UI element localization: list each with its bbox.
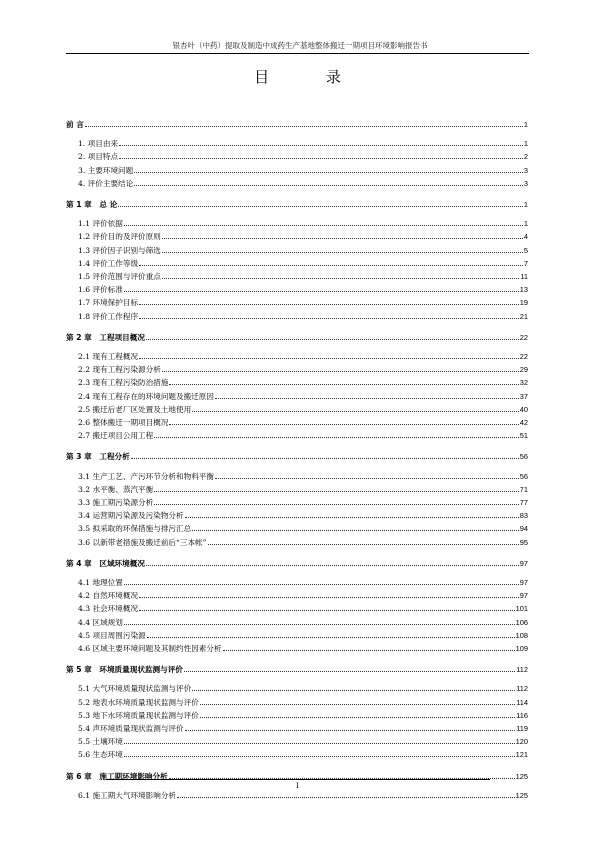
toc-entry-page: 120	[515, 737, 528, 747]
toc-section-entry[interactable]	[78, 416, 528, 427]
toc-entry-page: 97	[519, 591, 528, 601]
toc-entry-page: 51	[519, 431, 528, 441]
toc-section-entry[interactable]	[78, 429, 528, 440]
toc-entry-label: 5.4 声环境质量现状监测与评价	[78, 724, 184, 733]
toc-leader-dots	[146, 339, 519, 340]
toc-leader-dots	[85, 126, 523, 127]
toc-entry-page: 3	[523, 178, 528, 188]
toc-entry-page: 4	[523, 232, 528, 242]
toc-leader-dots	[169, 424, 518, 425]
toc-entry-label: 2.7 搬迁项目公用工程	[78, 431, 154, 441]
toc-entry-page: 1	[523, 219, 528, 229]
toc-section-entry[interactable]	[78, 589, 528, 600]
toc-entry-label: 第 3 章 工程分析	[66, 452, 130, 462]
toc-entry-label: 3.6 以新带老措施及搬迁前后“三本帐”	[78, 537, 207, 547]
toc-leader-dots	[184, 671, 515, 672]
toc-section-entry[interactable]	[78, 735, 528, 746]
toc-entry-label: 1. 项目由来	[78, 139, 119, 149]
toc-entry-label: 3.1 生产工艺、产污环节分析和物料平衡	[78, 471, 214, 481]
toc-entry-page: 106	[515, 617, 528, 627]
toc-section-entry[interactable]	[78, 403, 528, 414]
toc-leader-dots	[139, 265, 523, 266]
toc-leader-dots	[215, 478, 519, 479]
toc-leader-dots	[169, 384, 518, 385]
toc-entry-label: 4.4 区域规划	[78, 617, 123, 627]
toc-section-entry[interactable]	[78, 536, 528, 547]
toc-chapter-entry[interactable]	[66, 118, 528, 129]
toc-section-entry[interactable]	[78, 470, 528, 481]
toc-section-entry[interactable]	[78, 496, 528, 507]
toc-section-entry[interactable]	[78, 363, 528, 374]
toc-leader-dots	[134, 185, 523, 186]
toc-entry-label: 3. 主要环境问题	[78, 165, 134, 175]
toc-entry-page: 13	[519, 285, 528, 295]
toc-entry-page: 1	[523, 139, 528, 149]
toc-leader-dots	[192, 530, 519, 531]
toc-entry-label: 3.4 运营期污染源及污染物分析	[78, 511, 184, 521]
toc-entry-page: 2	[523, 152, 528, 162]
toc-leader-dots	[154, 491, 519, 492]
toc-leader-dots	[162, 252, 523, 253]
toc-section-entry[interactable]	[78, 177, 528, 188]
toc-entry-page: 1	[523, 120, 528, 129]
toc-leader-dots	[139, 597, 519, 598]
toc-entry-label: 第 6 章 施工期环境影响分析	[66, 771, 168, 781]
header-rule	[66, 53, 529, 54]
toc-entry-page: 94	[519, 524, 528, 534]
toc-entry-label: 1.7 环境保护目标	[78, 298, 139, 308]
toc-section-entry[interactable]	[78, 150, 528, 161]
toc-section-entry[interactable]	[78, 696, 528, 707]
toc-entry-label: 4.3 社会环境概况	[78, 604, 139, 614]
toc-entry-label: 5.2 地表水环境质量现状监测与评价	[78, 697, 199, 707]
page-number: I	[296, 781, 299, 790]
toc-entry-label: 2.5 搬迁后老厂区处置及土地使用	[78, 404, 192, 414]
toc-entry-page: 40	[519, 404, 528, 414]
toc-section-entry[interactable]	[78, 390, 528, 401]
toc-entry-label: 第 2 章 工程项目概况	[66, 332, 145, 342]
toc-leader-dots	[146, 565, 519, 566]
toc-section-entry[interactable]	[78, 629, 528, 640]
toc-entry-page: 19	[519, 298, 528, 308]
toc-leader-dots	[200, 704, 515, 705]
toc-leader-dots	[134, 172, 523, 173]
toc-leader-dots	[162, 371, 519, 372]
toc-entry-label: 5.1 大气环境质量现状监测与评价	[78, 684, 192, 694]
toc-entry-page: 108	[515, 630, 528, 640]
toc-section-entry[interactable]	[78, 748, 528, 759]
toc-entry-label: 1.6 评价标准	[78, 285, 123, 295]
toc-leader-dots	[147, 637, 515, 638]
running-header: 银杏叶（中药）提取及制造中成药生产基地整体搬迁一期项目环境影响报告书	[172, 41, 428, 50]
toc-entry-label: 1.2 评价目的及评价原则	[78, 232, 161, 242]
toc-leader-dots	[124, 743, 515, 744]
toc-entry-page: 29	[519, 365, 528, 375]
toc-section-entry[interactable]	[78, 244, 528, 255]
toc-leader-dots	[223, 650, 515, 651]
toc-entry-page: 56	[519, 471, 528, 481]
toc-entry-page: 21	[519, 311, 528, 321]
toc-entry-label: 3.5 拟采取的环保措施与排污汇总	[78, 524, 192, 534]
toc-section-entry[interactable]	[78, 789, 528, 800]
toc-entry-label: 1.8 评价工作程序	[78, 311, 139, 321]
toc-section-entry[interactable]	[78, 164, 528, 175]
toc-entry-label: 5.3 地下水环境质量现状监测与评价	[78, 710, 199, 720]
toc-leader-dots	[192, 690, 515, 691]
toc-section-entry[interactable]	[78, 722, 528, 733]
toc-entry-label: 4. 评价主要结论	[78, 178, 134, 188]
toc-entry-page: 97	[519, 578, 528, 587]
toc-entry-page: 112	[516, 684, 528, 694]
toc-entry-label: 1.3 评价因子识别与筛选	[78, 245, 161, 255]
toc-entry-page: 56	[519, 452, 528, 462]
toc-entry-page: 22	[519, 332, 528, 342]
toc-entry-page: 125	[515, 771, 528, 781]
toc-entry-label: 4.1 地理位置	[78, 578, 123, 587]
toc-entry-page: 11	[520, 272, 528, 281]
toc-entry-page: 42	[519, 418, 528, 427]
toc-entry-page: 125	[515, 790, 528, 800]
toc-entry-page: 97	[519, 558, 528, 568]
toc-leader-dots	[124, 291, 519, 292]
toc-entry-label: 2.6 整体搬迁一期项目概况	[78, 418, 169, 427]
toc-section-entry[interactable]	[78, 217, 528, 228]
toc-entry-label: 2.3 现有工程污染防治措施	[78, 378, 169, 388]
toc-leader-dots	[185, 730, 516, 731]
toc-section-entry[interactable]	[78, 350, 528, 361]
toc-entry-page: 121	[515, 750, 528, 760]
toc-entry-label: 第 1 章 总 论	[66, 200, 118, 209]
toc-chapter-entry[interactable]	[66, 557, 528, 568]
toc-entry-label: 5.5 土壤环境	[78, 737, 123, 747]
toc-entry-page: 37	[519, 391, 528, 401]
page-title: 目 录	[254, 68, 367, 86]
toc-entry-label: 3.3 施工期污染源分析	[78, 498, 154, 507]
toc-entry-page: 114	[516, 697, 528, 707]
toc-entry-label: 5.6 生态环境	[78, 750, 123, 760]
toc-section-entry[interactable]	[78, 709, 528, 720]
toc-entry-label: 6.1 施工期大气环境影响分析	[78, 790, 177, 800]
toc-entry-page: 119	[516, 724, 528, 733]
toc-section-entry[interactable]	[78, 576, 528, 587]
toc-leader-dots	[131, 458, 519, 459]
toc-section-entry[interactable]	[78, 257, 528, 268]
toc-entry-page: 116	[516, 710, 528, 720]
toc-entry-page: 7	[523, 258, 528, 268]
toc-leader-dots	[208, 544, 519, 545]
toc-entry-label: 第 5 章 环境质量现状监测与评价	[66, 665, 183, 675]
toc-section-entry[interactable]	[78, 682, 528, 693]
toc-entry-page: 32	[519, 378, 528, 388]
toc-entry-page: 1	[523, 200, 528, 209]
toc-leader-dots	[154, 504, 519, 505]
toc-section-entry[interactable]	[78, 602, 528, 613]
toc-leader-dots	[185, 517, 519, 518]
toc-entry-label: 1.4 评价工作等级	[78, 258, 139, 268]
toc-section-entry[interactable]	[78, 509, 528, 520]
toc-entry-page: 95	[519, 537, 528, 547]
toc-entry-label: 4.2 自然环境概况	[78, 591, 139, 601]
toc-chapter-entry[interactable]	[66, 663, 528, 674]
toc-entry-label: 4.5 项目周围污染源	[78, 630, 146, 640]
toc-leader-dots	[139, 358, 519, 359]
toc-entry-label: 前 言	[66, 120, 84, 129]
toc-entry-label: 1.1 评价依据	[78, 219, 123, 229]
toc-section-entry[interactable]	[78, 522, 528, 533]
toc-leader-dots	[139, 304, 519, 305]
toc-leader-dots	[192, 411, 519, 412]
toc-chapter-entry[interactable]	[66, 331, 528, 342]
toc-section-entry[interactable]	[78, 483, 528, 494]
toc-leader-dots	[118, 206, 523, 207]
toc-section-entry[interactable]	[78, 137, 528, 148]
toc-entry-label: 2. 项目特点	[78, 152, 119, 162]
toc-leader-dots	[162, 238, 523, 239]
toc-leader-dots	[139, 610, 515, 611]
toc-section-entry[interactable]	[78, 270, 528, 281]
toc-chapter-entry[interactable]	[66, 198, 528, 209]
toc-leader-dots	[162, 278, 519, 279]
toc-entry-page: 112	[516, 665, 528, 675]
toc-section-entry[interactable]	[78, 230, 528, 241]
toc-entry-label: 4.6 区域主要环境问题及其制约性因素分析	[78, 644, 222, 653]
toc-section-entry[interactable]	[78, 310, 528, 321]
toc-section-entry[interactable]	[78, 616, 528, 627]
toc-leader-dots	[124, 756, 515, 757]
toc-chapter-entry[interactable]	[66, 450, 528, 461]
toc-leader-dots	[139, 318, 519, 319]
toc-entry-page: 83	[519, 511, 528, 521]
toc-leader-dots	[119, 145, 523, 146]
toc-entry-page: 71	[519, 484, 528, 494]
toc-entry-page: 77	[519, 498, 528, 507]
toc-entry-label: 1.5 评价范围与评价重点	[78, 272, 161, 281]
toc-leader-dots	[215, 398, 519, 399]
toc-section-entry[interactable]	[78, 376, 528, 387]
toc-leader-dots	[124, 584, 519, 585]
toc-entry-page: 3	[523, 165, 528, 175]
toc-entry-label: 2.4 现有工程存在的环境问题及搬迁原因	[78, 391, 214, 401]
toc-entry-page: 101	[515, 604, 528, 614]
toc-section-entry[interactable]	[78, 642, 528, 653]
toc-entry-page: 5	[523, 245, 528, 255]
toc-entry-label: 2.2 现有工程污染源分析	[78, 365, 161, 375]
toc-entry-label: 2.1 现有工程概况	[78, 352, 139, 361]
toc-leader-dots	[200, 717, 515, 718]
toc-section-entry[interactable]	[78, 296, 528, 307]
toc-leader-dots	[154, 437, 519, 438]
footer-rule	[106, 779, 490, 780]
toc-leader-dots	[177, 797, 515, 798]
toc-leader-dots	[124, 624, 515, 625]
toc-entry-label: 3.2 水平衡、蒸汽平衡	[78, 484, 154, 494]
toc-leader-dots	[119, 158, 523, 159]
toc-entry-page: 109	[515, 644, 528, 653]
toc-leader-dots	[124, 225, 523, 226]
toc-section-entry[interactable]	[78, 283, 528, 294]
toc-entry-page: 22	[519, 352, 528, 361]
toc-entry-label: 第 4 章 区域环境概况	[66, 558, 145, 568]
